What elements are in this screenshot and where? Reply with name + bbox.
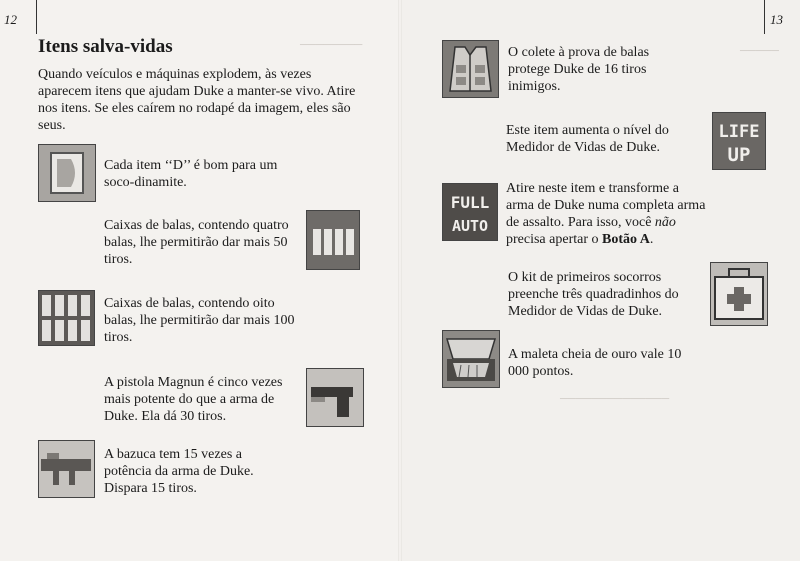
fullauto-text-b: precisa apertar o [506, 232, 602, 247]
item-gold-text: A maleta cheia de ouro vale 10 000 pontos. [508, 347, 682, 379]
corner-rule [764, 0, 765, 34]
item-bazooka-text: A bazuca tem 15 vezes a potência da arma de Duke. Dispara 15 tiros. [104, 447, 254, 496]
item-firstaid-text: O kit de primeiros socorros preenche três quadradinhos do Medidor de Vidas de Duke. [508, 270, 679, 319]
fullauto-text-strong: Botão A [602, 232, 650, 247]
corner-rule [36, 0, 37, 34]
first-aid-kit-icon [710, 262, 768, 326]
bleed-through: ────────────── [560, 393, 670, 405]
book-gutter [398, 0, 402, 561]
dynamite-d-icon [38, 144, 96, 202]
item-vest-text: O colete à prova de balas protege Duke de 16 tiros inimigos. [508, 45, 650, 94]
item-d-text: Cada item ‘‘D’’ é bom para um soco-dinamite. [104, 158, 278, 190]
section-title: Itens salva-vidas [38, 36, 173, 57]
fullauto-text-c: . [649, 232, 654, 247]
intro-paragraph: Quando veículos e máquinas explodem, às vezes aparecem itens que ajudam Duke a manter-se vivo. Atire nos itens. Se eles caírem no rodapé da imagem, eles são seus. [38, 67, 356, 133]
full-auto-icon [442, 183, 498, 241]
bleed-through: ──────── [300, 39, 363, 51]
page-number-left: 12 [4, 12, 17, 27]
item-fullauto-text [506, 180, 706, 248]
ammo-box-eight-icon [38, 290, 95, 346]
life-up-label-1: LIFE [718, 122, 760, 142]
magnum-pistol-icon [306, 368, 364, 427]
gold-briefcase-icon [442, 330, 500, 388]
item-ammo4-text: Caixas de balas, contendo quatro balas, lhe permitirão dar mais 50 tiros. [104, 218, 289, 267]
item-lifeup-text: Este item aumenta o nível do Medidor de Vidas de Duke. [506, 123, 669, 155]
full-auto-label-2: AUTO [451, 217, 489, 235]
bleed-through: ───── [740, 45, 779, 57]
bulletproof-vest-icon [442, 40, 499, 98]
item-magnum-text: A pistola Magnun é cinco vezes mais potente do que a arma de Duke. Ela dá 30 tiros. [104, 375, 283, 424]
fullauto-text-emphasis: não [654, 215, 676, 230]
fullauto-text-a: Atire neste item e transforme a arma de Duke numa completa arma de assalto. Para isso, você [506, 181, 706, 230]
full-auto-label-1: FULL [450, 193, 490, 212]
life-up-icon [712, 112, 766, 170]
bazooka-icon [38, 440, 95, 498]
life-up-label-2: UP [727, 144, 751, 166]
page-number-right: 13 [770, 12, 783, 27]
ammo-box-four-icon [306, 210, 360, 270]
item-ammo8-text: Caixas de balas, contendo oito balas, lhe permitirão dar mais 100 tiros. [104, 296, 295, 345]
